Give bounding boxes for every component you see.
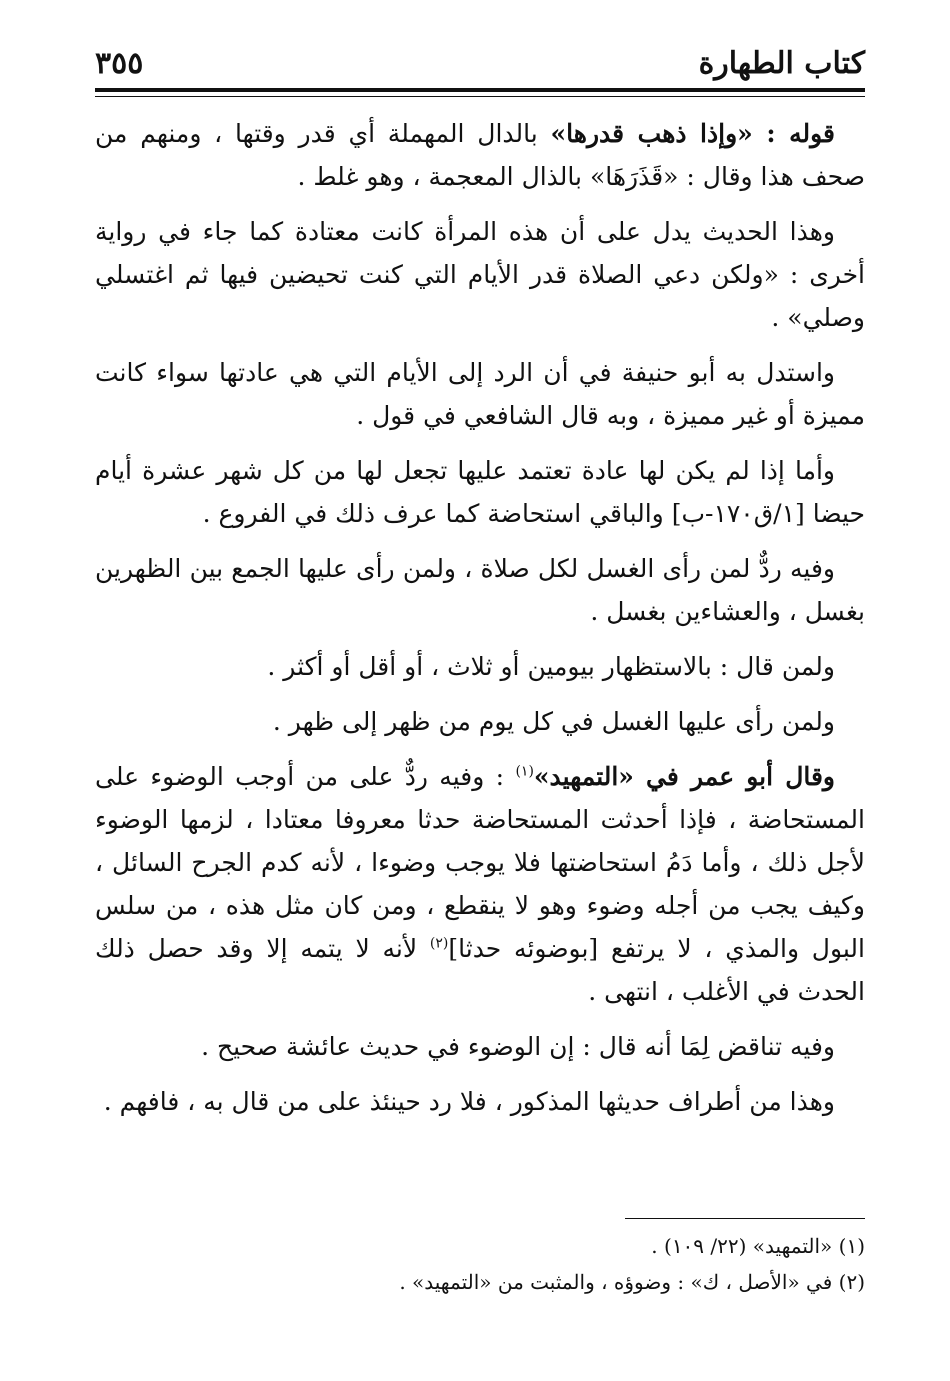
header-rule-thick — [95, 88, 865, 92]
paragraph-text: وهذا من أطراف حديثها المذكور ، فلا رد حينئذ على من قال به ، فافهم . — [103, 1087, 835, 1116]
paragraph — [95, 645, 865, 688]
paragraph-text: وفيه تناقض لِمَا أنه قال : إن الوضوء في حديث عائشة صحيح . — [201, 1032, 835, 1061]
page-number: ٣٥٥ — [95, 46, 144, 81]
footnote-ref: (٢) — [429, 935, 449, 952]
paragraph-text: لأنه لا يتمه إلا وقد حصل ذلك الحدث في الأغلب ، انتهى . — [95, 934, 865, 1006]
page-header — [95, 38, 865, 88]
footnote: (٢) في «الأصل ، ك» : وضوؤه ، والمثبت من «التمهيد» . — [399, 1270, 865, 1294]
footnote-separator — [625, 1218, 865, 1219]
paragraph-lead: وقال أبو عمر في «التمهيد» — [533, 762, 836, 791]
paragraph-text: ولمن قال : بالاستظهار بيومين أو ثلاث ، أو أقل أو أكثر . — [267, 652, 835, 681]
paragraph — [95, 1025, 865, 1068]
paragraph — [95, 700, 865, 743]
paragraph — [95, 449, 865, 535]
paragraph-text: وفيه ردٌّ لمن رأى الغسل لكل صلاة ، ولمن رأى عليها الجمع بين الظهرين بغسل ، والعشاءين بغسل . — [95, 554, 865, 626]
paragraph — [95, 755, 865, 1013]
paragraph — [95, 351, 865, 437]
paragraph — [95, 112, 865, 198]
header-rule-thin — [95, 96, 865, 97]
paragraph-text: بالدال المهملة أي قدر وقتها ، ومنهم من صحف هذا وقال : «قَذَرَهَا» بالذال المعجمة ، وهو غلط . — [95, 119, 865, 191]
paragraph-text: وأما إذا لم يكن لها عادة تعتمد عليها تجعل لها من كل شهر عشرة أيام حيضا [١/ق١٧٠-ب] والباقي استحاضة كما عرف ذلك في الفروع . — [95, 456, 865, 528]
paragraph — [95, 210, 865, 339]
footnote: (١) «التمهيد» (٢٢/ ١٠٩) . — [651, 1234, 865, 1258]
paragraph-text: ولمن رأى عليها الغسل في كل يوم من ظهر إلى ظهر . — [272, 707, 835, 736]
paragraph — [95, 547, 865, 633]
footnotes — [95, 1228, 865, 1300]
paragraph-text: وهذا الحديث يدل على أن هذه المرأة كانت معتادة كما جاء في رواية أخرى : «ولكن دعي الصلاة قدر الأيام التي كنت تحيضين فيها ثم اغتسلي وصلي» . — [95, 217, 865, 332]
running-title: كتاب الطهارة — [698, 46, 865, 81]
main-text — [95, 112, 865, 1135]
footnote-ref: (١) — [515, 763, 534, 780]
paragraph-text: : وفيه ردٌّ على من أوجب الوضوء على المستحاضة ، فإذا أحدثت المستحاضة حدثا معروفا معتادا ، لزمها الوضوء لأجل ذلك ، وأما دَمُ استحاضتها فلا يوجب وضوءا ، لأنه كدم الجرح السائل ، وكيف يجب من أجله وضوء وهو لا ينقطع ، ومن كان مثل هذه ، من سلس البول والمذي ، لا يرتفع [بوضوئه حدثا] — [95, 762, 865, 963]
paragraph-lead: قوله : «وإذا ذهب قدرها» — [550, 119, 836, 148]
paragraph — [95, 1080, 865, 1123]
paragraph-text: واستدل به أبو حنيفة في أن الرد إلى الأيام التي هي عادتها سواء كانت مميزة أو غير مميزة ، وبه قال الشافعي في قول . — [95, 358, 865, 430]
